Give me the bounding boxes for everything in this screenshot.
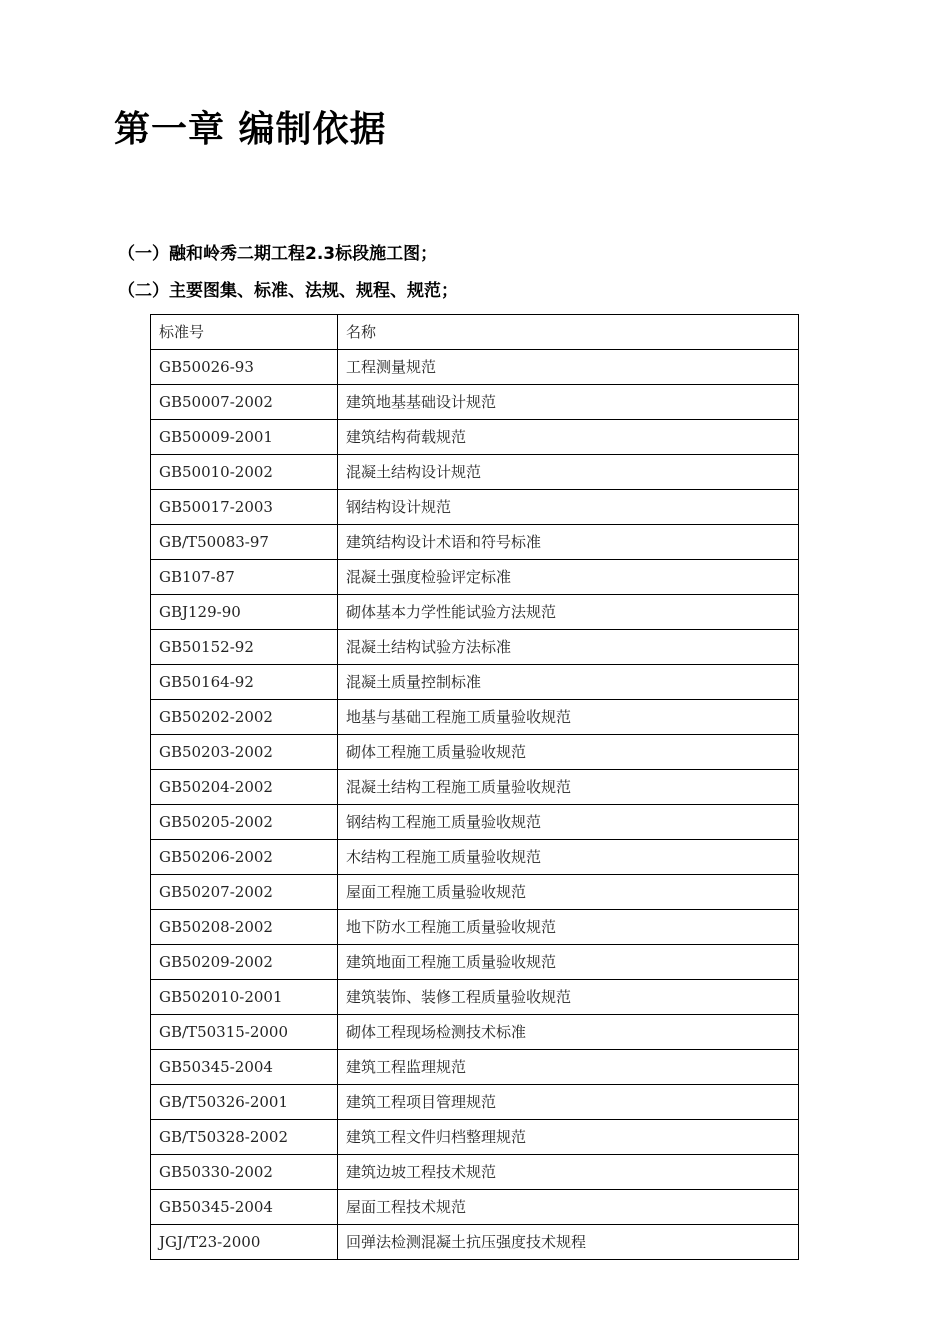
- standard-name-cell: 建筑地面工程施工质量验收规范: [338, 945, 799, 980]
- table-row: [151, 525, 799, 560]
- standard-name-cell: 钢结构工程施工质量验收规范: [338, 805, 799, 840]
- standard-name-cell: 建筑结构设计术语和符号标准: [338, 525, 799, 560]
- table-row: [151, 700, 799, 735]
- standard-name-cell: 建筑工程监理规范: [338, 1050, 799, 1085]
- standard-number-cell: GB50203-2002: [151, 735, 338, 770]
- standard-number-cell: GB502010-2001: [151, 980, 338, 1015]
- table-row: [151, 1050, 799, 1085]
- standard-number-cell: GB50205-2002: [151, 805, 338, 840]
- table-row: [151, 560, 799, 595]
- table-row: [151, 945, 799, 980]
- chapter-title: 第一章 编制依据: [114, 109, 387, 150]
- standard-number-cell: GB50209-2002: [151, 945, 338, 980]
- standard-name-cell: 地下防水工程施工质量验收规范: [338, 910, 799, 945]
- table-row: [151, 770, 799, 805]
- standard-name-cell: 混凝土结构试验方法标准: [338, 630, 799, 665]
- standard-number-cell: GB50017-2003: [151, 490, 338, 525]
- table-row: [151, 665, 799, 700]
- table-row: [151, 490, 799, 525]
- header-standard-number: 标准号: [151, 315, 338, 350]
- table-row: [151, 1085, 799, 1120]
- standard-name-cell: 地基与基础工程施工质量验收规范: [338, 700, 799, 735]
- section-heading-standards: （二）主要图集、标准、法规、规程、规范；: [118, 281, 458, 301]
- standard-name-cell: 混凝土质量控制标准: [338, 665, 799, 700]
- standard-number-cell: GB50204-2002: [151, 770, 338, 805]
- standard-number-cell: GB50207-2002: [151, 875, 338, 910]
- table-row: [151, 1225, 799, 1260]
- standards-table: [150, 314, 799, 1260]
- standard-number-cell: GB50345-2004: [151, 1050, 338, 1085]
- standard-number-cell: GB/T50315-2000: [151, 1015, 338, 1050]
- table-row: [151, 455, 799, 490]
- table-row: [151, 910, 799, 945]
- standard-name-cell: 工程测量规范: [338, 350, 799, 385]
- standard-number-cell: GB50208-2002: [151, 910, 338, 945]
- table-header-row: [151, 315, 799, 350]
- standard-name-cell: 建筑装饰、装修工程质量验收规范: [338, 980, 799, 1015]
- standard-number-cell: GB/T50328-2002: [151, 1120, 338, 1155]
- standard-name-cell: 混凝土结构设计规范: [338, 455, 799, 490]
- table-row: [151, 420, 799, 455]
- standard-name-cell: 混凝土强度检验评定标准: [338, 560, 799, 595]
- table-row: [151, 735, 799, 770]
- standard-number-cell: GB50010-2002: [151, 455, 338, 490]
- standard-name-cell: 木结构工程施工质量验收规范: [338, 840, 799, 875]
- standard-number-cell: GB107-87: [151, 560, 338, 595]
- standard-name-cell: 屋面工程施工质量验收规范: [338, 875, 799, 910]
- standard-number-cell: GB/T50083-97: [151, 525, 338, 560]
- standard-name-cell: 回弹法检测混凝土抗压强度技术规程: [338, 1225, 799, 1260]
- section-heading-drawings: （一）融和岭秀二期工程2.3标段施工图；: [118, 244, 438, 264]
- standard-number-cell: GB50026-93: [151, 350, 338, 385]
- table-row: [151, 1015, 799, 1050]
- standard-number-cell: JGJ/T23-2000: [151, 1225, 338, 1260]
- standard-number-cell: GBJ129-90: [151, 595, 338, 630]
- header-standard-name: 名称: [338, 315, 799, 350]
- standard-number-cell: GB50164-92: [151, 665, 338, 700]
- standard-name-cell: 建筑工程文件归档整理规范: [338, 1120, 799, 1155]
- standard-name-cell: 建筑结构荷载规范: [338, 420, 799, 455]
- standard-number-cell: GB50330-2002: [151, 1155, 338, 1190]
- standard-name-cell: 钢结构设计规范: [338, 490, 799, 525]
- standard-name-cell: 建筑工程项目管理规范: [338, 1085, 799, 1120]
- standard-number-cell: GB50345-2004: [151, 1190, 338, 1225]
- standard-number-cell: GB50007-2002: [151, 385, 338, 420]
- table-row: [151, 595, 799, 630]
- standard-number-cell: GB50206-2002: [151, 840, 338, 875]
- table-row: [151, 385, 799, 420]
- table-row: [151, 350, 799, 385]
- standard-number-cell: GB/T50326-2001: [151, 1085, 338, 1120]
- table-row: [151, 630, 799, 665]
- table-row: [151, 805, 799, 840]
- standard-number-cell: GB50152-92: [151, 630, 338, 665]
- standards-table-body: [151, 315, 799, 1260]
- standard-name-cell: 砌体工程施工质量验收规范: [338, 735, 799, 770]
- standard-name-cell: 建筑地基基础设计规范: [338, 385, 799, 420]
- table-row: [151, 980, 799, 1015]
- standard-name-cell: 混凝土结构工程施工质量验收规范: [338, 770, 799, 805]
- standard-number-cell: GB50202-2002: [151, 700, 338, 735]
- table-row: [151, 1120, 799, 1155]
- standard-name-cell: 建筑边坡工程技术规范: [338, 1155, 799, 1190]
- standard-name-cell: 屋面工程技术规范: [338, 1190, 799, 1225]
- standard-name-cell: 砌体工程现场检测技术标准: [338, 1015, 799, 1050]
- standard-number-cell: GB50009-2001: [151, 420, 338, 455]
- table-row: [151, 875, 799, 910]
- standard-name-cell: 砌体基本力学性能试验方法规范: [338, 595, 799, 630]
- table-row: [151, 1155, 799, 1190]
- table-row: [151, 840, 799, 875]
- table-row: [151, 1190, 799, 1225]
